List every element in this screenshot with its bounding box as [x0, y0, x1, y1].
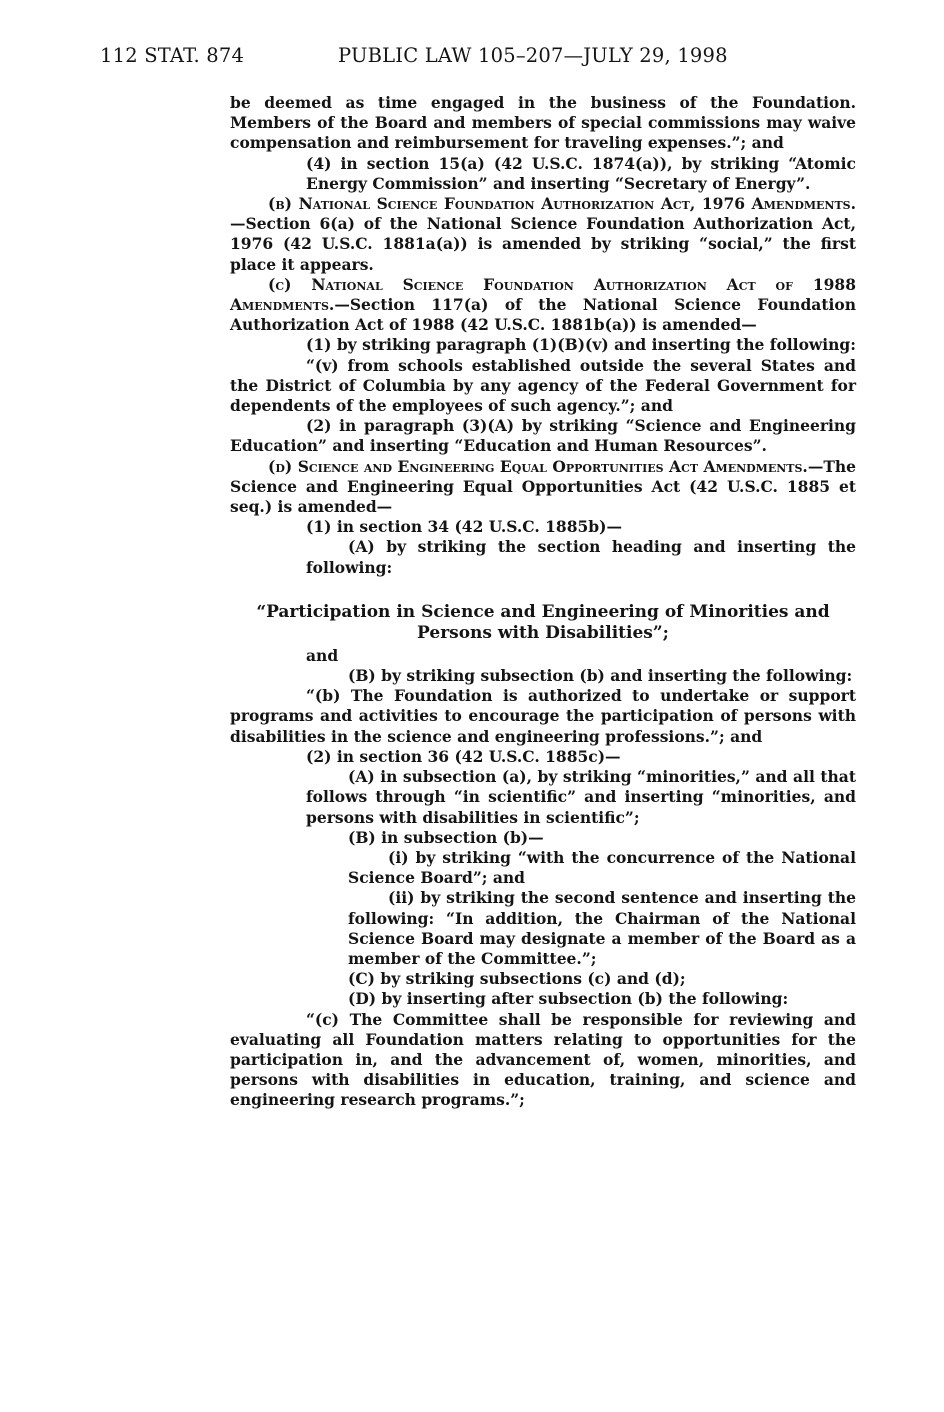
- paragraph: (B) in subsection (b)—: [348, 827, 544, 847]
- quoted-paragraph: “(c) The Committee shall be responsible for reviewing and evaluating all Foundation matters relating to opportunities for the participation in, and the advancement of, women, minorities, and persons with disabilities in education, training, and science and engineering research programs.”;: [230, 1009, 856, 1110]
- paragraph: (1) by striking paragraph (1)(B)(v) and inserting the following:: [306, 335, 856, 355]
- paragraph: (2) in section 36 (42 U.S.C. 1885c)—: [306, 746, 621, 766]
- public-law-title: PUBLIC LAW 105–207—JULY 29, 1998: [338, 44, 728, 67]
- paragraph: (D) by inserting after subsection (b) the following:: [348, 989, 789, 1009]
- document-body: [230, 93, 856, 1111]
- section-heading: “Participation in Science and Engineering of Minorities and Persons with Disabilities”;: [256, 601, 830, 643]
- subsection-c-text: Section 117(a) of the National Science Foundation Authorization Act of 1988 (42 U.S.C. 1881b(a)) is amended—: [230, 295, 856, 335]
- subsection-d-label: (d) Science and Engineering Equal Opportunities Act Amendments.—: [268, 456, 824, 476]
- statute-page-number: 112 STAT. 874: [100, 44, 245, 67]
- paragraph: (A) by striking the section heading and inserting the following:: [306, 537, 856, 577]
- subsection-b: [230, 194, 856, 275]
- paragraph: (4) in section 15(a) (42 U.S.C. 1874(a)), by striking “Atomic Energy Commission” and inserting “Secretary of Energy”.: [306, 153, 856, 193]
- quoted-paragraph: “(v) from schools established outside the several States and the District of Columbia by any agency of the Federal Government for dependents of the employees of such agency.”; and: [230, 355, 856, 416]
- subsection-b-text: Section 6(a) of the National Science Foundation Authorization Act, 1976 (42 U.S.C. 1881a(a)) is amended by striking “social,” the first place it appears.: [230, 214, 856, 274]
- subsection-c-label: (c) National Science Foundation Authorization Act of 1988 Amendments.—: [230, 274, 856, 315]
- quoted-paragraph: “(b) The Foundation is authorized to undertake or support programs and activities to encourage the participation of persons with disabilities in the science and engineering professions.”; and: [230, 686, 856, 746]
- paragraph: (1) in section 34 (42 U.S.C. 1885b)—: [306, 517, 622, 537]
- subsection-d-text: The Science and Engineering Equal Opportunities Act (42 U.S.C. 1885 et seq.) is amended—: [230, 456, 856, 517]
- paragraph: (B) by striking subsection (b) and inserting the following:: [348, 666, 853, 686]
- paragraph: (C) by striking subsections (c) and (d);: [348, 969, 686, 989]
- paragraph: (i) by striking “with the concurrence of the National Science Board”; and: [348, 847, 856, 888]
- subsection-b-label: (b) National Science Foundation Authorization Act, 1976 Amendments.—: [230, 194, 856, 234]
- subsection-d: [230, 457, 856, 518]
- paragraph: be deemed as time engaged in the business of the Foundation. Members of the Board and members of special commissions may waive compensation and reimbursement for traveling expenses.”; and: [230, 93, 856, 153]
- paragraph: (A) in subsection (a), by striking “minorities,” and all that follows through “in scientific” and inserting “minorities, and persons with disabilities in scientific”;: [306, 767, 856, 827]
- paragraph: (ii) by striking the second sentence and inserting the following: “In addition, the Chairman of the National Science Board may designate a member of the Board as a member of the Committee.”;: [348, 888, 856, 968]
- paragraph: and: [306, 645, 339, 665]
- paragraph: (2) in paragraph (3)(A) by striking “Science and Engineering Education” and inserting “Education and Human Resources”.: [230, 416, 856, 456]
- subsection-c: [230, 275, 856, 336]
